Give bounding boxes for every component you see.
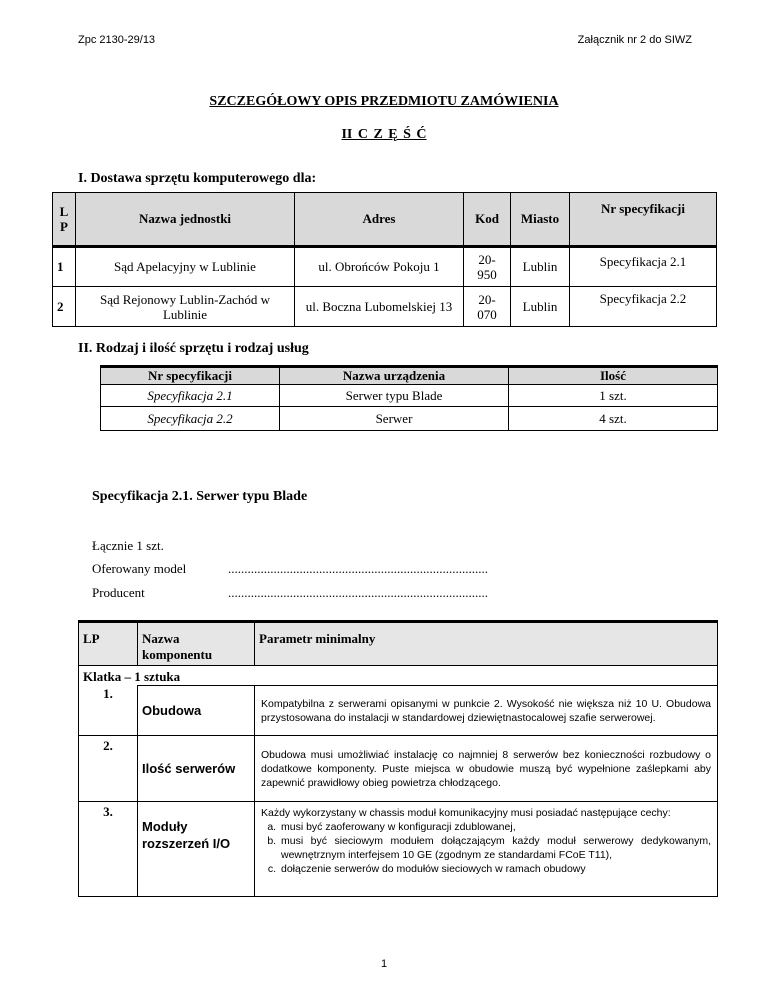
row-code: 20- 950	[464, 247, 511, 287]
group-label: Klatka – 1 sztuka	[79, 666, 718, 686]
row-spec: Specyfikacja 2.1	[101, 385, 280, 407]
col-device: Nazwa urządzenia	[280, 367, 509, 385]
table-header-row	[79, 622, 718, 666]
row-lp: 2	[53, 287, 76, 327]
spec21-heading: Specyfikacja 2.1. Serwer typu Blade	[92, 489, 308, 504]
table-row	[101, 407, 718, 431]
document-reference: Zpc 2130-29/13	[78, 34, 156, 46]
row-component: Obudowa	[138, 686, 255, 736]
table-header-row	[53, 193, 717, 247]
row-description: Obudowa musi umożliwiać instalację co najmniej 8 serwerów bez konieczności rozbudowy o dodatkowe komponenty. Puste miejsca w obudowie muszą być wypełnione zaślepkami aby zapewnić prawidłowy obieg powietrza chłodzącego.	[255, 736, 718, 802]
col-address: Adres	[295, 193, 464, 247]
row-qty: 1 szt.	[509, 385, 718, 407]
list-item: c. dołączenie serwerów do modułów sieciowych w ramach obudowy	[279, 862, 711, 876]
row-description	[255, 802, 718, 897]
producer-label: Producent	[92, 585, 145, 600]
row-unit-name: Sąd Apelacyjny w Lublinie	[76, 247, 295, 287]
row-qty: 4 szt.	[509, 407, 718, 431]
row-city: Lublin	[511, 247, 570, 287]
row-address: ul. Obrońców Pokoju 1	[295, 247, 464, 287]
col-spec: Nr specyfikacji	[570, 193, 717, 247]
col-parameter: Parametr minimalny	[255, 622, 718, 666]
page-number: 1	[380, 958, 388, 970]
row-lp: 1	[53, 247, 76, 287]
row-device: Serwer typu Blade	[280, 385, 509, 407]
section1-heading: I. Dostawa sprzętu komputerowego dla:	[78, 171, 317, 186]
row-component: Moduły rozszerzeń I/O	[138, 802, 255, 897]
col-lp: L P	[53, 193, 76, 247]
col-code: Kod	[464, 193, 511, 247]
model-label: Oferowany model	[92, 561, 187, 576]
col-qty: Ilość	[509, 367, 718, 385]
total-count: Łącznie 1 szt.	[92, 538, 164, 553]
table-row	[53, 287, 717, 327]
row-description-intro: Każdy wykorzystany w chassis moduł komunikacyjny musi posiadać następujące cechy:	[261, 807, 671, 819]
row-device: Serwer	[280, 407, 509, 431]
group-row	[79, 666, 718, 686]
row-code: 20- 070	[464, 287, 511, 327]
row-city: Lublin	[511, 287, 570, 327]
row-address: ul. Boczna Lubomelskiej 13	[295, 287, 464, 327]
table-row	[53, 247, 717, 287]
row-lp: 1.	[79, 686, 138, 736]
equipment-table	[100, 365, 718, 431]
row-component: Ilość serwerów	[138, 736, 255, 802]
row-spec: Specyfikacja 2.1	[570, 247, 717, 287]
feature-list	[261, 820, 711, 876]
model-field[interactable]: ................................................................................	[228, 561, 488, 576]
table-header-row	[101, 367, 718, 385]
row-spec: Specyfikacja 2.2	[101, 407, 280, 431]
table-row	[101, 385, 718, 407]
list-item: a. musi być zaoferowany w konfiguracji zdublowanej,	[279, 820, 711, 834]
list-item: b. musi być sieciowym modułem dołączającym każdy moduł serwerowy dedykowanym, wewnętrznym interfejsem 10 GE (zgodnym ze standardami FCoE T11),	[279, 834, 711, 862]
section2-heading: II. Rodzaj i ilość sprzętu i rodzaj usług	[78, 341, 309, 356]
page-title: SZCZEGÓŁOWY OPIS PRZEDMIOTU ZAMÓWIENIA	[209, 94, 559, 109]
col-spec: Nr specyfikacji	[101, 367, 280, 385]
producer-field[interactable]: ................................................................................	[228, 585, 488, 600]
table-row	[79, 686, 718, 736]
col-city: Miasto	[511, 193, 570, 247]
col-component-name: Nazwa komponentu	[138, 622, 255, 666]
col-lp: LP	[79, 622, 138, 666]
row-lp: 3.	[79, 802, 138, 897]
row-unit-name: Sąd Rejonowy Lublin-Zachód w Lublinie	[76, 287, 295, 327]
part-subtitle: II C Z Ę Ś Ć	[341, 127, 427, 142]
col-unit-name: Nazwa jednostki	[76, 193, 295, 247]
row-spec: Specyfikacja 2.2	[570, 287, 717, 327]
delivery-table	[52, 192, 717, 327]
parameters-table	[78, 620, 718, 897]
table-row	[79, 802, 718, 897]
row-description: Kompatybilna z serwerami opisanymi w punkcie 2. Wysokość nie większa niż 10 U. Obudowa przystosowana do instalacji w standardowej dziewiętnastocalowej szafie serwerowej.	[255, 686, 718, 736]
table-row	[79, 736, 718, 802]
attachment-label: Załącznik nr 2 do SIWZ	[577, 34, 692, 46]
row-lp: 2.	[79, 736, 138, 802]
